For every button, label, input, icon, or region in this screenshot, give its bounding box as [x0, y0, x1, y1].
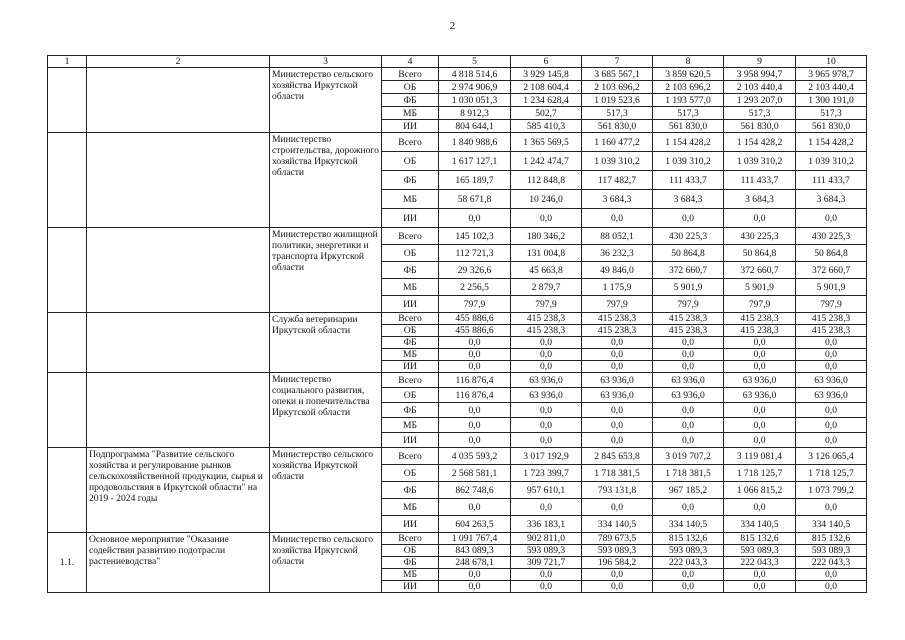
amount-cell: 112 721,3 — [439, 245, 511, 262]
amount-cell: 593 089,3 — [511, 545, 582, 557]
amount-cell: 2 108 604,4 — [511, 81, 582, 94]
amount-cell: 0,0 — [724, 403, 796, 418]
amount-cell: 180 346,2 — [511, 228, 582, 245]
amount-cell: 593 089,3 — [653, 545, 724, 557]
funding-source-cell: ИИ — [382, 120, 439, 133]
amount-cell: 415 238,3 — [582, 313, 653, 325]
amount-cell: 63 936,0 — [511, 388, 582, 403]
amount-cell: 0,0 — [796, 361, 867, 373]
executor-cell: Министерство строительства, дорожного хозяйства Иркутской области — [270, 133, 382, 228]
amount-cell: 0,0 — [439, 361, 511, 373]
budget-table — [47, 55, 867, 593]
amount-cell: 0,0 — [582, 337, 653, 349]
row-code-cell — [48, 373, 87, 448]
table-row — [48, 533, 867, 545]
amount-cell: 3 684,3 — [796, 190, 867, 209]
amount-cell: 415 238,3 — [724, 313, 796, 325]
amount-cell: 1 234 628,4 — [511, 94, 582, 107]
amount-cell: 3 119 081,4 — [724, 448, 796, 465]
amount-cell: 3 685 567,1 — [582, 68, 653, 81]
amount-cell: 415 238,3 — [511, 325, 582, 337]
amount-cell: 3 684,3 — [653, 190, 724, 209]
amount-cell: 3 859 620,5 — [653, 68, 724, 81]
amount-cell: 2 103 440,4 — [796, 81, 867, 94]
amount-cell: 561 830,0 — [724, 120, 796, 133]
funding-source-cell: МБ — [382, 279, 439, 296]
executor-cell: Министерство жилищной политики, энергетики и транспорта Иркутской области — [270, 228, 382, 313]
amount-cell: 815 132,6 — [653, 533, 724, 545]
amount-cell: 0,0 — [796, 499, 867, 516]
executor-cell: Министерство социального развития, опеки и попечительства Иркутской области — [270, 373, 382, 448]
amount-cell: 111 433,7 — [653, 171, 724, 190]
column-number: 3 — [270, 56, 382, 68]
amount-cell: 902 811,0 — [511, 533, 582, 545]
funding-source-cell: ОБ — [382, 388, 439, 403]
amount-cell: 1 718 381,5 — [582, 465, 653, 482]
amount-cell: 1 019 523,6 — [582, 94, 653, 107]
amount-cell: 789 673,5 — [582, 533, 653, 545]
amount-cell: 334 140,5 — [796, 516, 867, 533]
program-name-cell: Подпрограмма "Развитие сельского хозяйства и регулирование рынков сельскохозяйственной продукции, сырья и продовольствия в Иркутской области" на 2019 - 2024 годы — [87, 448, 270, 533]
amount-cell: 0,0 — [724, 418, 796, 433]
funding-source-cell: Всего — [382, 533, 439, 545]
amount-cell: 63 936,0 — [724, 373, 796, 388]
amount-cell: 0,0 — [796, 581, 867, 593]
amount-cell: 815 132,6 — [796, 533, 867, 545]
amount-cell: 111 433,7 — [796, 171, 867, 190]
column-number: 10 — [796, 56, 867, 68]
amount-cell: 336 183,1 — [511, 516, 582, 533]
funding-source-cell: ИИ — [382, 581, 439, 593]
amount-cell: 1 617 127,1 — [439, 152, 511, 171]
amount-cell: 593 089,3 — [796, 545, 867, 557]
row-code-cell: 1.1. — [48, 533, 87, 593]
amount-cell: 248 678,1 — [439, 557, 511, 569]
amount-cell: 45 663,8 — [511, 262, 582, 279]
amount-cell: 517,3 — [653, 107, 724, 120]
amount-cell: 8 912,3 — [439, 107, 511, 120]
amount-cell: 517,3 — [582, 107, 653, 120]
amount-cell: 604 263,5 — [439, 516, 511, 533]
amount-cell: 0,0 — [439, 433, 511, 448]
amount-cell: 50 864,8 — [653, 245, 724, 262]
amount-cell: 0,0 — [582, 433, 653, 448]
amount-cell: 593 089,3 — [582, 545, 653, 557]
funding-source-cell: ОБ — [382, 465, 439, 482]
amount-cell: 3 684,3 — [724, 190, 796, 209]
amount-cell: 0,0 — [653, 349, 724, 361]
amount-cell: 131 004,8 — [511, 245, 582, 262]
amount-cell: 0,0 — [439, 337, 511, 349]
amount-cell: 0,0 — [511, 433, 582, 448]
amount-cell: 112 848,8 — [511, 171, 582, 190]
funding-source-cell: ФБ — [382, 557, 439, 569]
amount-cell: 0,0 — [653, 581, 724, 593]
amount-cell: 1 066 815,2 — [724, 482, 796, 499]
amount-cell: 1 154 428,2 — [796, 133, 867, 152]
amount-cell: 0,0 — [582, 209, 653, 228]
table-row — [48, 373, 867, 388]
amount-cell: 3 019 707,2 — [653, 448, 724, 465]
amount-cell: 165 189,7 — [439, 171, 511, 190]
amount-cell: 1 039 310,2 — [582, 152, 653, 171]
amount-cell: 116 876,4 — [439, 373, 511, 388]
funding-source-cell: ИИ — [382, 361, 439, 373]
amount-cell: 0,0 — [724, 337, 796, 349]
funding-source-cell: МБ — [382, 349, 439, 361]
amount-cell: 5 901,9 — [724, 279, 796, 296]
amount-cell: 63 936,0 — [653, 388, 724, 403]
column-number: 9 — [724, 56, 796, 68]
funding-source-cell: Всего — [382, 228, 439, 245]
amount-cell: 561 830,0 — [582, 120, 653, 133]
amount-cell: 0,0 — [724, 361, 796, 373]
amount-cell: 116 876,4 — [439, 388, 511, 403]
funding-source-cell: ИИ — [382, 209, 439, 228]
amount-cell: 63 936,0 — [582, 388, 653, 403]
amount-cell: 797,9 — [724, 296, 796, 313]
row-code-cell — [48, 313, 87, 373]
amount-cell: 309 721,7 — [511, 557, 582, 569]
amount-cell: 561 830,0 — [796, 120, 867, 133]
amount-cell: 0,0 — [653, 209, 724, 228]
executor-cell: Служба ветеринарии Иркутской области — [270, 313, 382, 373]
amount-cell: 2 845 653,8 — [582, 448, 653, 465]
column-number: 7 — [582, 56, 653, 68]
amount-cell: 517,3 — [724, 107, 796, 120]
amount-cell: 502,7 — [511, 107, 582, 120]
funding-source-cell: Всего — [382, 133, 439, 152]
column-number: 4 — [382, 56, 439, 68]
program-name-cell — [87, 133, 270, 228]
amount-cell: 0,0 — [796, 337, 867, 349]
amount-cell: 145 102,3 — [439, 228, 511, 245]
amount-cell: 0,0 — [582, 418, 653, 433]
column-number: 5 — [439, 56, 511, 68]
amount-cell: 415 238,3 — [511, 313, 582, 325]
amount-cell: 0,0 — [796, 418, 867, 433]
amount-cell: 3 126 065,4 — [796, 448, 867, 465]
amount-cell: 0,0 — [724, 349, 796, 361]
column-number: 2 — [87, 56, 270, 68]
funding-source-cell: ФБ — [382, 482, 439, 499]
amount-cell: 0,0 — [582, 581, 653, 593]
funding-source-cell: ФБ — [382, 403, 439, 418]
amount-cell: 2 879,7 — [511, 279, 582, 296]
amount-cell: 415 238,3 — [582, 325, 653, 337]
amount-cell: 797,9 — [582, 296, 653, 313]
amount-cell: 50 864,8 — [796, 245, 867, 262]
amount-cell: 797,9 — [511, 296, 582, 313]
funding-source-cell: ОБ — [382, 325, 439, 337]
funding-source-cell: ФБ — [382, 262, 439, 279]
amount-cell: 50 864,8 — [724, 245, 796, 262]
amount-cell: 0,0 — [653, 403, 724, 418]
table-row — [48, 133, 867, 152]
amount-cell: 0,0 — [511, 581, 582, 593]
amount-cell: 0,0 — [511, 361, 582, 373]
amount-cell: 334 140,5 — [653, 516, 724, 533]
amount-cell: 2 256,5 — [439, 279, 511, 296]
amount-cell: 63 936,0 — [796, 388, 867, 403]
amount-cell: 1 039 310,2 — [796, 152, 867, 171]
funding-source-cell: Всего — [382, 68, 439, 81]
amount-cell: 0,0 — [439, 209, 511, 228]
funding-source-cell: ОБ — [382, 81, 439, 94]
column-number: 6 — [511, 56, 582, 68]
column-number: 1 — [48, 56, 87, 68]
amount-cell: 0,0 — [796, 433, 867, 448]
funding-source-cell: ОБ — [382, 545, 439, 557]
amount-cell: 0,0 — [511, 337, 582, 349]
amount-cell: 0,0 — [511, 403, 582, 418]
table-row — [48, 448, 867, 465]
amount-cell: 797,9 — [653, 296, 724, 313]
amount-cell: 0,0 — [796, 569, 867, 581]
amount-cell: 0,0 — [653, 337, 724, 349]
amount-cell: 63 936,0 — [582, 373, 653, 388]
amount-cell: 2 568 581,1 — [439, 465, 511, 482]
amount-cell: 815 132,6 — [724, 533, 796, 545]
amount-cell: 1 723 399,7 — [511, 465, 582, 482]
amount-cell: 4 035 593,2 — [439, 448, 511, 465]
row-code-cell — [48, 448, 87, 533]
column-number-row — [48, 56, 867, 68]
page-number: 2 — [449, 20, 456, 32]
amount-cell: 0,0 — [511, 418, 582, 433]
amount-cell: 222 043,3 — [653, 557, 724, 569]
amount-cell: 3 965 978,7 — [796, 68, 867, 81]
amount-cell: 63 936,0 — [724, 388, 796, 403]
amount-cell: 0,0 — [439, 349, 511, 361]
program-name-cell — [87, 228, 270, 313]
amount-cell: 0,0 — [439, 403, 511, 418]
amount-cell: 0,0 — [439, 581, 511, 593]
funding-source-cell: МБ — [382, 107, 439, 120]
amount-cell: 415 238,3 — [653, 313, 724, 325]
amount-cell: 1 293 207,0 — [724, 94, 796, 107]
amount-cell: 967 185,2 — [653, 482, 724, 499]
amount-cell: 0,0 — [724, 569, 796, 581]
amount-cell: 585 410,3 — [511, 120, 582, 133]
table-row — [48, 313, 867, 325]
amount-cell: 0,0 — [653, 418, 724, 433]
amount-cell: 63 936,0 — [653, 373, 724, 388]
amount-cell: 430 225,3 — [653, 228, 724, 245]
amount-cell: 1 300 191,0 — [796, 94, 867, 107]
amount-cell: 88 052,1 — [582, 228, 653, 245]
program-name-cell: Основное мероприятие "Оказание содействия развитию подотрасли растениеводства" — [87, 533, 270, 593]
funding-source-cell: МБ — [382, 418, 439, 433]
amount-cell: 793 131,8 — [582, 482, 653, 499]
amount-cell: 29 326,6 — [439, 262, 511, 279]
amount-cell: 455 886,6 — [439, 313, 511, 325]
amount-cell: 1 365 569,5 — [511, 133, 582, 152]
funding-source-cell: ОБ — [382, 245, 439, 262]
amount-cell: 372 660,7 — [796, 262, 867, 279]
funding-source-cell: ИИ — [382, 433, 439, 448]
amount-cell: 0,0 — [582, 569, 653, 581]
amount-cell: 222 043,3 — [796, 557, 867, 569]
program-name-cell — [87, 68, 270, 133]
amount-cell: 5 901,9 — [653, 279, 724, 296]
amount-cell: 0,0 — [653, 499, 724, 516]
amount-cell: 415 238,3 — [796, 325, 867, 337]
amount-cell: 0,0 — [653, 433, 724, 448]
amount-cell: 372 660,7 — [724, 262, 796, 279]
funding-source-cell: Всего — [382, 313, 439, 325]
amount-cell: 117 482,7 — [582, 171, 653, 190]
amount-cell: 1 039 310,2 — [653, 152, 724, 171]
executor-cell: Министерство сельского хозяйства Иркутской области — [270, 68, 382, 133]
program-name-cell — [87, 373, 270, 448]
amount-cell: 0,0 — [653, 361, 724, 373]
amount-cell: 2 103 696,2 — [582, 81, 653, 94]
amount-cell: 1 030 051,3 — [439, 94, 511, 107]
amount-cell: 0,0 — [582, 349, 653, 361]
amount-cell: 36 232,3 — [582, 245, 653, 262]
amount-cell: 1 154 428,2 — [724, 133, 796, 152]
amount-cell: 3 929 145,8 — [511, 68, 582, 81]
column-number: 8 — [653, 56, 724, 68]
amount-cell: 957 610,1 — [511, 482, 582, 499]
amount-cell: 1 175,9 — [582, 279, 653, 296]
amount-cell: 415 238,3 — [796, 313, 867, 325]
amount-cell: 1 073 799,2 — [796, 482, 867, 499]
amount-cell: 593 089,3 — [724, 545, 796, 557]
amount-cell: 804 644,1 — [439, 120, 511, 133]
amount-cell: 517,3 — [796, 107, 867, 120]
amount-cell: 196 584,2 — [582, 557, 653, 569]
amount-cell: 0,0 — [796, 349, 867, 361]
amount-cell: 843 089,3 — [439, 545, 511, 557]
executor-cell: Министерство сельского хозяйства Иркутской области — [270, 448, 382, 533]
amount-cell: 0,0 — [511, 499, 582, 516]
amount-cell: 334 140,5 — [724, 516, 796, 533]
amount-cell: 0,0 — [724, 581, 796, 593]
table-body — [48, 56, 867, 593]
funding-source-cell: ФБ — [382, 171, 439, 190]
row-code-cell — [48, 133, 87, 228]
funding-source-cell: ОБ — [382, 152, 439, 171]
funding-source-cell: ФБ — [382, 94, 439, 107]
funding-source-cell: Всего — [382, 373, 439, 388]
amount-cell: 1 039 310,2 — [724, 152, 796, 171]
amount-cell: 3 017 192,9 — [511, 448, 582, 465]
amount-cell: 1 160 477,2 — [582, 133, 653, 152]
amount-cell: 561 830,0 — [653, 120, 724, 133]
amount-cell: 2 103 696,2 — [653, 81, 724, 94]
table-row — [48, 228, 867, 245]
amount-cell: 49 846,0 — [582, 262, 653, 279]
amount-cell: 0,0 — [439, 569, 511, 581]
row-code-cell — [48, 68, 87, 133]
amount-cell: 1 242 474,7 — [511, 152, 582, 171]
amount-cell: 862 748,6 — [439, 482, 511, 499]
amount-cell: 1 154 428,2 — [653, 133, 724, 152]
amount-cell: 2 974 906,9 — [439, 81, 511, 94]
amount-cell: 372 660,7 — [653, 262, 724, 279]
amount-cell: 0,0 — [439, 418, 511, 433]
amount-cell: 222 043,3 — [724, 557, 796, 569]
amount-cell: 797,9 — [439, 296, 511, 313]
amount-cell: 2 103 440,4 — [724, 81, 796, 94]
funding-source-cell: ИИ — [382, 516, 439, 533]
amount-cell: 1 193 577,0 — [653, 94, 724, 107]
amount-cell: 0,0 — [724, 433, 796, 448]
amount-cell: 0,0 — [653, 569, 724, 581]
amount-cell: 334 140,5 — [582, 516, 653, 533]
amount-cell: 3 958 994,7 — [724, 68, 796, 81]
amount-cell: 0,0 — [511, 349, 582, 361]
executor-cell: Министерство сельского хозяйства Иркутской области — [270, 533, 382, 593]
amount-cell: 5 901,9 — [796, 279, 867, 296]
amount-cell: 0,0 — [511, 209, 582, 228]
amount-cell: 0,0 — [796, 403, 867, 418]
amount-cell: 1 840 988,6 — [439, 133, 511, 152]
funding-source-cell: МБ — [382, 569, 439, 581]
amount-cell: 0,0 — [511, 569, 582, 581]
amount-cell: 430 225,3 — [724, 228, 796, 245]
amount-cell: 415 238,3 — [653, 325, 724, 337]
row-code-cell — [48, 228, 87, 313]
amount-cell: 63 936,0 — [796, 373, 867, 388]
funding-source-cell: МБ — [382, 190, 439, 209]
amount-cell: 0,0 — [796, 209, 867, 228]
amount-cell: 111 433,7 — [724, 171, 796, 190]
funding-source-cell: МБ — [382, 499, 439, 516]
funding-source-cell: ИИ — [382, 296, 439, 313]
amount-cell: 1 091 767,4 — [439, 533, 511, 545]
amount-cell: 58 671,8 — [439, 190, 511, 209]
funding-source-cell: Всего — [382, 448, 439, 465]
amount-cell: 415 238,3 — [724, 325, 796, 337]
amount-cell: 3 684,3 — [582, 190, 653, 209]
amount-cell: 0,0 — [582, 499, 653, 516]
amount-cell: 430 225,3 — [796, 228, 867, 245]
amount-cell: 1 718 381,5 — [653, 465, 724, 482]
amount-cell: 4 818 514,6 — [439, 68, 511, 81]
amount-cell: 63 936,0 — [511, 373, 582, 388]
amount-cell: 0,0 — [439, 499, 511, 516]
amount-cell: 1 718 125,7 — [796, 465, 867, 482]
amount-cell: 1 718 125,7 — [724, 465, 796, 482]
amount-cell: 0,0 — [724, 209, 796, 228]
amount-cell: 10 246,0 — [511, 190, 582, 209]
amount-cell: 455 886,6 — [439, 325, 511, 337]
amount-cell: 797,9 — [796, 296, 867, 313]
table-row — [48, 68, 867, 81]
amount-cell: 0,0 — [724, 499, 796, 516]
amount-cell: 0,0 — [582, 403, 653, 418]
amount-cell: 0,0 — [582, 361, 653, 373]
program-name-cell — [87, 313, 270, 373]
funding-source-cell: ФБ — [382, 337, 439, 349]
